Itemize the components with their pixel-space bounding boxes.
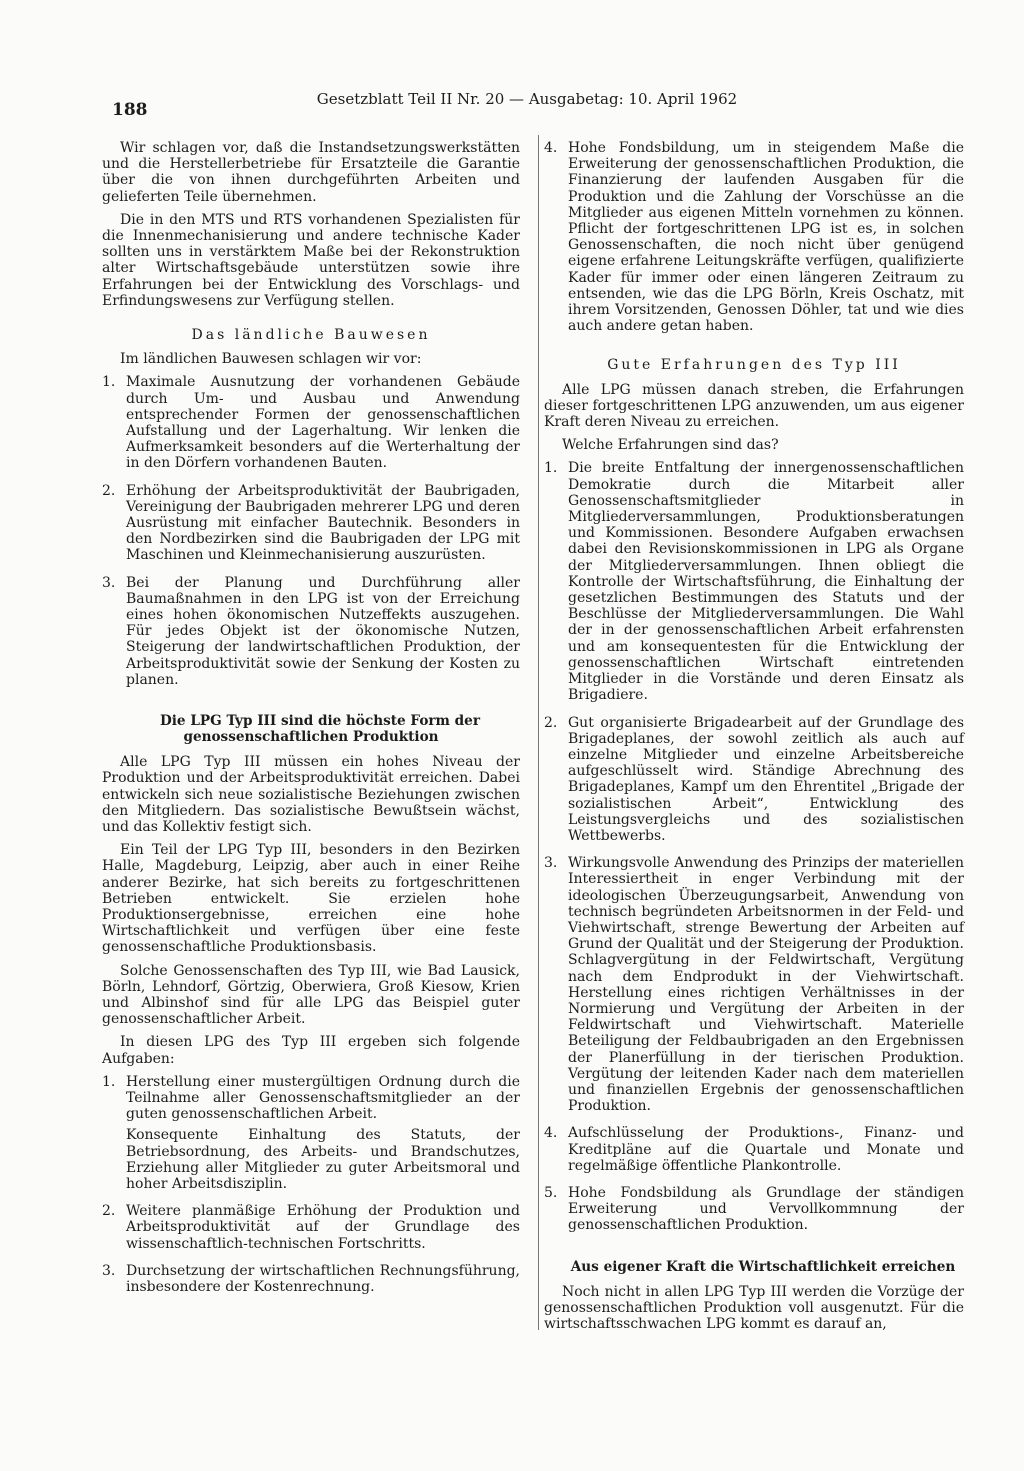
section-heading: Das ländliche Bauwesen [191,327,431,344]
list-item [102,374,520,476]
paragraph: Alle LPG Typ III müssen ein hohes Niveau der Produktion und der Arbeitsproduktivität erreichen. Dabei entwickeln sich neue sozialistische Beziehungen zwischen den Mitgliedern. Das sozialistische Bewußtsein wächst, und das Kollektiv festigt sich. [102,754,520,835]
list-number: 1. [544,460,558,477]
list-number: 2. [102,482,116,499]
right-column [544,140,964,1339]
list-item-text: Herstellung einer mustergültigen Ordnung durch die Teilnahme aller Genossenschaftsmitglieder an der guten genossenschaftlichen Arbeit. [126,1073,520,1123]
column-divider [538,135,539,1330]
list-number: 1. [102,374,116,391]
list-item-text: Gut organisierte Brigadearbeit auf der Grundlage des Brigadeplanes, der sowohl zeitlich als auch auf einzelne Mitglieder und einzelne Arbeitsbereiche aufgeschlüsselt wird. Ständige Abrechnung des Brigadeplanes, Kampf um den Ehrentitel „Brigade der sozialistischen Arbeit“, Entwicklung des Leistungsvergleichs und des sozialistischen Wettbewerbs. [568,714,964,844]
list-number: 2. [102,1203,116,1220]
list-item [102,1203,520,1257]
paragraph: Im ländlichen Bauwesen schlagen wir vor: [120,351,422,368]
list-item-text: Aufschlüsselung der Produktions-, Finanz- und Kreditpläne auf die Quartale und Monate und regelmäßige öffentliche Plankontrolle. [568,1125,964,1174]
list-item-text: Konsequente Einhaltung des Statuts, der Betriebsordnung, des Arbeits- und Brandschutzes, Erziehung aller Mitglieder zu guter Arbeitsmoral und hoher Arbeitsdisziplin. [126,1127,520,1192]
numbered-list [544,140,964,339]
list-item [102,575,520,693]
page-number: 188 [112,100,148,120]
list-item [544,1185,964,1239]
paragraph: In diesen LPG des Typ III ergeben sich folgende Aufgaben: [102,1034,520,1067]
paragraph: Noch nicht in allen LPG Typ III werden die Vorzüge der genossenschaftlichen Produktion voll ausgenutzt. Für die wirtschaftsschwachen LPG kommt es darauf an, [544,1283,964,1332]
list-number: 3. [102,574,116,591]
list-number: 4. [544,140,558,156]
list-item-text: Weitere planmäßige Erhöhung der Produktion und Arbeitsproduktivität auf der Grundlage des wissenschaftlich-technischen Fortschritts. [126,1203,520,1252]
running-head: Gesetzblatt Teil II Nr. 20 — Ausgabetag: 10. April 1962 [316,90,738,108]
paragraph: Die in den MTS und RTS vorhandenen Spezialisten für die Innenmechanisierung und andere technische Kader sollten uns in verstärktem Maße bei der Rekonstruktion alter Wirtschaftsgebäude unterstützen sowie ihre Erfahrungen bei der Entwicklung des Vorschlags- und Erfindungswesens zur Verfügung stellen. [102,211,520,309]
list-item-text: Erhöhung der Arbeitsproduktivität der Baubrigaden, Vereinigung der Baubrigaden mehrerer LPG und deren Ausrüstung mit einfacher Bautechnik. Besonders in den Nordbezirken sind die Baubrigaden der LPG mit Maschinen und Kleinmechanisierung auszurüsten. [126,482,520,564]
list-number: 5. [544,1184,558,1201]
list-item [544,715,964,850]
list-number: 3. [544,855,558,872]
list-item-text: Die breite Entfaltung der innergenossenschaftlichen Demokratie durch die Mitarbeit aller Genossenschaftsmitglieder in Mitgliederversammlungen, Produktionsberatungen und Kommissionen. Besondere Aufgaben erwachsen dabei den Revisionskommissionen in LPG als Organe der Mitgliederversammlungen. Ihnen obliegt die Kontrolle der Wirtschaftsführung, die Einhaltung der gesetzlichen Bestimmungen des Statuts und der Beschlüsse der Mitgliederversammlungen. Die Wahl der in der genossenschaftlichen Arbeit erfahrensten und am konsequentesten für die Entwicklung der genossenschaftlichen Wirtschaft eintretenden Mitglieder in die Vorstände und deren Einsatz als Brigadiere. [568,460,964,704]
list-item [102,1074,520,1197]
paragraph: Ein Teil der LPG Typ III, besonders in den Bezirken Halle, Magdeburg, Leipzig, aber auch in einer Reihe anderer Bezirke, hat sich bereits zu fortgeschrittenen Betrieben entwickelt. Sie erzielen hohe Produktionsergebnisse, erreichen eine hohe Wirtschaftlichkeit und verfügen über eine feste genossenschaftliche Produktionsbasis. [102,842,520,956]
numbered-list [102,374,520,693]
list-number: 4. [544,1125,558,1142]
paragraph: Wir schlagen vor, daß die Instandsetzungswerkstätten und die Herstellerbetriebe für Ersatzteile die Garantie über die von ihnen durchgeführten Arbeiten und gelieferten Teile übernehmen. [102,140,520,205]
left-column [102,140,520,1306]
list-number: 2. [544,714,558,731]
list-item-text: Hohe Fondsbildung, um in steigendem Maße die Erweiterung der genossenschaftlichen Produktion, die Finanzierung der laufenden Ausgaben für die Produktion und die Zahlung der Vorschüsse an die Mitglieder aus eigenen Mitteln vornehmen zu können. Pflicht der fortgeschrittenen LPG ist es, in solchen Genossenschaften, die noch nicht über genügend eigene erfahrene Leitungskräfte verfügen, qualifizierte Kader für immer oder einen längeren Zeitraum zu entsenden, wie das die LPG Börln, Kreis Oschatz, mit ihrem Vorsitzenden, Genossen Döhler, tat und wie dies auch andere getan haben. [568,140,964,335]
section-heading: Aus eigener Kraft die Wirtschaftlichkeit erreichen [570,1258,956,1275]
numbered-list [544,460,964,1238]
paragraph: Solche Genossenschaften des Typ III, wie Bad Lausick, Börln, Lehndorf, Görtzig, Oberwiera, Groß Kiesow, Krien und Albinshof sind für alle LPG das Beispiel guter genossenschaftlicher Arbeit. [102,962,520,1028]
paragraph: Welche Erfahrungen sind das? [562,437,779,454]
list-item [544,1125,964,1179]
section-heading: Die LPG Typ III sind die höchste Form der genossenschaftlichen Produktion [159,713,480,746]
list-item-text: Bei der Planung und Durchführung aller Baumaßnahmen in den LPG ist von der Erreichung eines hohen ökonomischen Nutzeffekts auszugehen. Für jedes Objekt ist der ökonomische Nutzen, Steigerung der landwirtschaftlichen Produktion, der Arbeitsproduktivität sowie der Senkung der Kosten zu planen. [126,574,520,688]
list-item-text: Hohe Fondsbildung als Grundlage der ständigen Erweiterung und Vervollkommnung der genossenschaftlichen Produktion. [568,1184,964,1234]
list-number: 3. [102,1262,116,1279]
numbered-list [102,1074,520,1300]
paragraph: Alle LPG müssen danach streben, die Erfahrungen dieser fortgeschrittenen LPG anzuwenden, um aus eigener Kraft deren Niveau zu erreichen. [544,381,964,431]
list-item-text: Durchsetzung der wirtschaftlichen Rechnungsführung, insbesondere der Kostenrechnung. [126,1262,520,1295]
list-item [102,483,520,569]
list-item-text: Maximale Ausnutzung der vorhandenen Gebäude durch Um- und Ausbau und Anwendung entsprechender Formen der genossenschaftlichen Aufstallung und der Lagerhaltung. Wir lenken die Aufmerksamkeit besonders auf die Werterhaltung der in den Dörfern vorhandenen Bauten. [126,374,520,472]
list-item-text: Wirkungsvolle Anwendung des Prinzips der materiellen Interessiertheit in enger Verbindung mit der ideologischen Überzeugungsarbeit, Anwendung von technisch begründeten Arbeitsnormen in der Feld- und Viehwirtschaft, strenge Bewertung der Arbeiten auf Grund der Qualität und der Steigerung der Produktion. Schlagvergütung in der Feldwirtschaft, Vergütung nach dem Endprodukt in der Viehwirtschaft. Herstellung eines richtigen Verhältnisses in der Normierung und Vergütung der Arbeiten in der Feldwirtschaft und Viehwirtschaft. Materielle Beteiligung der Feldbaubrigaden an den Ergebnissen der Planerfüllung in der tierischen Produktion. Vergütung der leitenden Kader nach dem materiellen und finanziellen Ergebnis der genossenschaftlichen Produktion. [568,855,964,1115]
list-item [544,855,964,1119]
section-heading: Gute Erfahrungen des Typ III [607,357,901,374]
list-item [544,140,964,339]
list-item [102,1263,520,1300]
list-item [544,460,964,708]
list-number: 1. [102,1073,116,1090]
